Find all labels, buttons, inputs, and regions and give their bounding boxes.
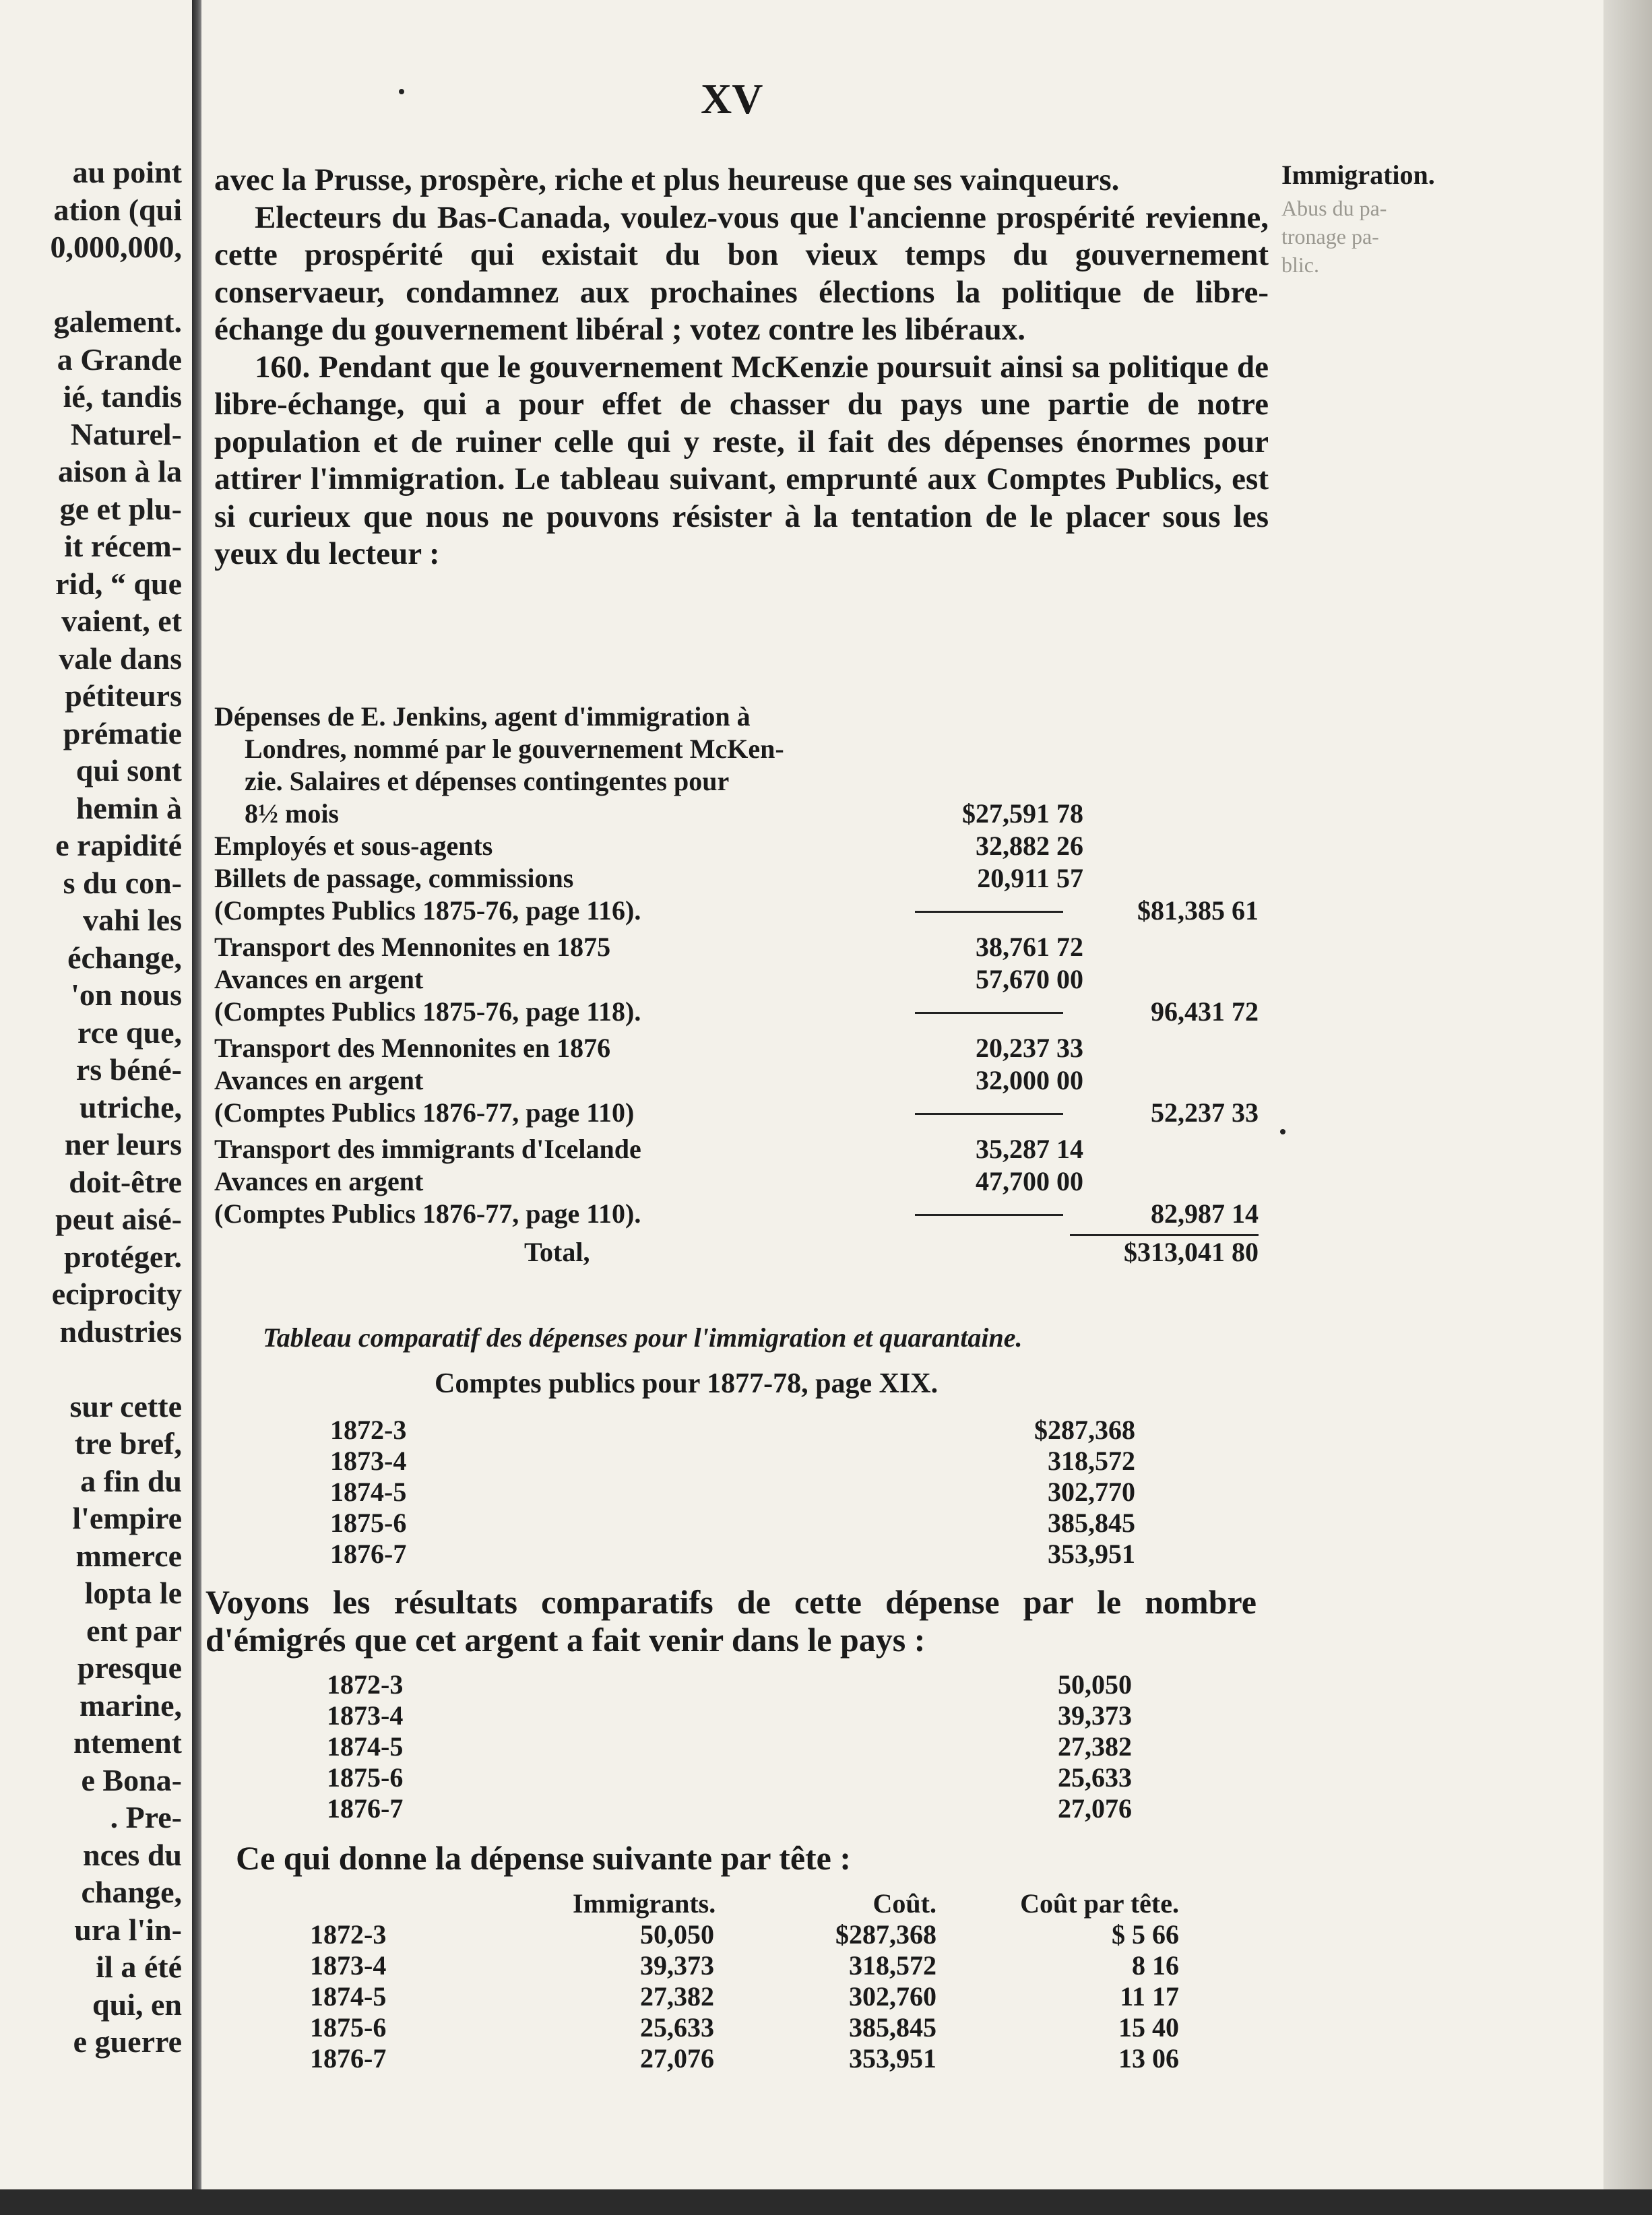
ledger-description: (Comptes Publics 1875-76, page 118). [214, 996, 641, 1027]
comparative-table-subtitle: Comptes publics pour 1877-78, page XIX. [435, 1368, 939, 1399]
left-column-line [0, 266, 182, 304]
per-head-cell: 13 06 [1118, 2043, 1179, 2074]
year-label: 1872-3 [330, 1415, 407, 1445]
subtotal-rule [915, 1113, 1063, 1115]
left-column-line: au point [72, 155, 182, 189]
left-column-line: a Grande [57, 342, 182, 377]
ledger-description: (Comptes Publics 1875-76, page 116). [214, 895, 641, 926]
per-head-row [310, 1981, 1186, 2012]
left-column-line: s du con- [63, 865, 182, 900]
left-column-line: lopta le [84, 1576, 182, 1610]
ledger-amount: 32,000 00 [976, 1065, 1083, 1095]
year-label: 1873-4 [330, 1446, 407, 1476]
ledger-description: Transport des Mennonites en 1876 [214, 1033, 611, 1063]
ledger-row [214, 996, 1259, 1028]
per-head-cell: $287,368 [835, 1919, 936, 1950]
immigrant-row [327, 1669, 1132, 1700]
year-value: 50,050 [1058, 1669, 1132, 1700]
left-column-line: qui, en [92, 1987, 182, 2022]
per-head-cell: 1873-4 [310, 1950, 387, 1981]
per-head-table [310, 1888, 1186, 2074]
subtotal-rule [915, 1214, 1063, 1216]
ledger-row [214, 931, 1259, 963]
per-head-row [310, 1950, 1186, 1981]
expense-row [330, 1539, 1135, 1570]
ledger-description: Avances en argent [214, 1166, 424, 1196]
left-column-line: rce que, [77, 1015, 182, 1050]
year-label: 1876-7 [330, 1539, 407, 1569]
year-label: 1874-5 [327, 1731, 404, 1762]
ledger-subtotal: $81,385 61 [1137, 895, 1259, 926]
left-column-line: e rapidité [55, 828, 182, 862]
ledger-row [214, 1032, 1259, 1064]
ledger-subtotal: 82,987 14 [1151, 1198, 1259, 1229]
results-paragraph: Voyons les résultats comparatifs de cette dépense par le nombre d'émigrés que cet argent a fait venir dans le pays : [205, 1583, 1257, 1659]
expense-row [330, 1446, 1135, 1477]
total-label: Total, [524, 1237, 590, 1267]
left-column-line: aison à la [57, 454, 182, 488]
ledger-description: 8½ mois [245, 798, 339, 829]
left-column-line: peut aisé- [55, 1202, 182, 1236]
per-head-cell: 27,382 [640, 1981, 714, 2012]
year-label: 1876-7 [327, 1793, 404, 1824]
ledger-row [214, 862, 1259, 895]
left-column-line: vahi les [83, 903, 182, 937]
left-column-line: mmerce [75, 1538, 182, 1573]
year-value: 302,770 [1048, 1477, 1135, 1507]
ledger-description: Avances en argent [214, 1065, 424, 1095]
year-value: $287,368 [1034, 1415, 1135, 1445]
year-label: 1874-5 [330, 1477, 407, 1507]
page-number: XV [701, 75, 763, 123]
per-head-cell: 15 40 [1118, 2012, 1179, 2043]
year-value: 39,373 [1058, 1700, 1132, 1731]
subtotal-rule [915, 911, 1063, 913]
ledger-row [214, 1165, 1259, 1198]
ledger-row [214, 798, 1259, 830]
per-head-cell: 385,845 [849, 2012, 936, 2043]
per-head-cell: 353,951 [849, 2043, 936, 2074]
immigrant-row [327, 1762, 1132, 1793]
left-column-line: échange, [67, 940, 182, 975]
column-gutter [192, 0, 201, 2215]
ledger-row [214, 1097, 1259, 1129]
year-label: 1873-4 [327, 1700, 404, 1731]
left-column-line: ge et plu- [59, 491, 182, 526]
left-column-line: l'empire [72, 1501, 182, 1535]
ledger-amount: 57,670 00 [976, 964, 1083, 994]
left-column-line: tre bref, [74, 1426, 182, 1460]
left-column-line: il a été [96, 1950, 182, 1984]
year-value: 25,633 [1058, 1762, 1132, 1793]
ledger-amount: 20,911 57 [977, 863, 1083, 893]
page-edge-bottom [0, 2189, 1652, 2215]
ledger-description: Transport des Mennonites en 1875 [214, 932, 611, 962]
left-column-line: hemin à [75, 790, 182, 825]
expense-row [330, 1477, 1135, 1508]
per-head-cell: 50,050 [640, 1919, 714, 1950]
left-column-line: pétiteurs [65, 678, 182, 713]
column-header: Coût par tête. [1020, 1888, 1179, 1919]
year-label: 1875-6 [330, 1508, 407, 1538]
ledger-row [214, 895, 1259, 927]
left-column-line: sur cette [69, 1388, 182, 1423]
ledger-amount: 32,882 26 [976, 831, 1083, 861]
left-column-line: eciprocity [51, 1277, 182, 1311]
year-label: 1875-6 [327, 1762, 404, 1793]
ledger-amount: 20,237 33 [976, 1033, 1083, 1063]
left-column-fragments [0, 154, 182, 2061]
paragraph-160: 160. Pendant que le gouvernement McKenzie poursuit ainsi sa politique de libre-échange, qui a pour effet de chasser du pays une partie de notre population et de ruiner celle qui y reste, il fait des dépenses énormes pour attirer l'immigration. Le tableau suivant, emprunté aux Comptes Publics, est si curieux que nous ne pouvons résister à la tentation de le placer sous les yeux du lecteur : [214, 349, 1269, 571]
left-column-line: ndustries [59, 1314, 182, 1349]
margin-faint-note [1281, 194, 1387, 279]
ledger-row [214, 1198, 1259, 1230]
ledger-description: Employés et sous-agents [214, 831, 493, 861]
left-column-line: rs béné- [75, 1052, 182, 1087]
left-column-line: ntement [73, 1725, 182, 1760]
per-head-cell: 27,076 [640, 2043, 714, 2074]
left-column-line: . Pre- [110, 1800, 182, 1834]
year-value: 318,572 [1048, 1446, 1135, 1476]
immigrants-by-year-table [327, 1669, 1132, 1824]
ledger-amount: 38,761 72 [976, 932, 1083, 962]
per-head-intro: Ce qui donne la dépense suivante par tête : [236, 1839, 852, 1877]
ledger-amount: 35,287 14 [976, 1134, 1083, 1164]
per-head-cell: 1875-6 [310, 2012, 387, 2043]
left-column-line: change, [81, 1875, 182, 1909]
left-column-line: e guerre [73, 2024, 182, 2059]
margin-note-line: Abus du pa- [1281, 196, 1387, 220]
ledger-row [214, 1064, 1259, 1097]
per-head-cell: 302,760 [849, 1981, 936, 2012]
main-text [214, 162, 1269, 573]
year-value: 27,076 [1058, 1793, 1132, 1824]
year-value: 353,951 [1048, 1539, 1135, 1569]
per-head-cell: 11 17 [1120, 1981, 1179, 2012]
ink-speck [1280, 1129, 1285, 1134]
year-value: 27,382 [1058, 1731, 1132, 1762]
ledger-total-row [214, 1236, 1259, 1269]
ledger-subtotal: 52,237 33 [1151, 1097, 1259, 1128]
per-head-row [310, 2043, 1186, 2074]
left-column-line: prématie [63, 715, 182, 750]
left-column-line: marine, [79, 1688, 182, 1723]
ledger-row [214, 733, 1259, 765]
left-column-line: a fin du [80, 1463, 182, 1498]
left-column-line: vaient, et [61, 604, 182, 638]
left-column-line: ent par [86, 1613, 182, 1648]
expenses-by-year-table [330, 1415, 1135, 1570]
paragraph-voters: Electeurs du Bas-Canada, voulez-vous que l'ancienne prospérité revienne, cette prospérité qui existait du bon vieux temps du gouvernement conservaeur, condamnez aux prochaines élections la politique de libre-échange du gouvernement libéral ; votez contre les libéraux. [214, 199, 1269, 347]
left-column-line: Naturel- [70, 416, 182, 451]
left-column-line: qui sont [75, 753, 182, 788]
left-column-line [0, 1350, 182, 1388]
per-head-cell: 8 16 [1132, 1950, 1179, 1981]
left-column-line: ation (qui [53, 192, 182, 227]
opening-paragraph: avec la Prusse, prospère, riche et plus heureuse que ses vainqueurs. [214, 162, 1120, 197]
expense-ledger [214, 701, 1259, 1269]
ink-speck [399, 89, 404, 94]
ledger-description: Billets de passage, commissions [214, 863, 574, 893]
total-value: $313,041 80 [1124, 1237, 1259, 1267]
ledger-row [214, 1133, 1259, 1165]
per-head-cell: 39,373 [640, 1950, 714, 1981]
per-head-cell: $ 5 66 [1112, 1919, 1179, 1950]
comparative-table-title: Tableau comparatif des dépenses pour l'immigration et quarantaine. [263, 1322, 1023, 1353]
left-column-line: ner leurs [64, 1127, 182, 1161]
per-head-header [310, 1888, 1186, 1919]
left-column-line: ura l'in- [74, 1912, 182, 1947]
ledger-subtotal: 96,431 72 [1151, 996, 1259, 1027]
column-header: Immigrants. [573, 1888, 716, 1919]
ledger-description: (Comptes Publics 1876-77, page 110). [214, 1198, 641, 1229]
per-head-cell: 318,572 [849, 1950, 936, 1981]
expense-row [330, 1415, 1135, 1446]
ledger-description: Transport des immigrants d'Icelande [214, 1134, 641, 1164]
per-head-cell: 1872-3 [310, 1919, 387, 1950]
subtotal-rule [915, 1012, 1063, 1014]
ledger-description: Avances en argent [214, 964, 424, 994]
left-column-line: 'on nous [71, 977, 182, 1012]
left-column-line: utriche, [79, 1089, 182, 1124]
ledger-row [214, 830, 1259, 862]
margin-heading-immigration: Immigration. [1281, 160, 1435, 190]
left-column-line: nces du [83, 1837, 182, 1872]
left-column-line: it récem- [64, 529, 182, 563]
ledger-amount: 47,700 00 [976, 1166, 1083, 1196]
immigrant-row [327, 1793, 1132, 1824]
expense-row [330, 1508, 1135, 1539]
year-value: 385,845 [1048, 1508, 1135, 1538]
ledger-description: Londres, nommé par le gouvernement McKen- [245, 734, 784, 764]
per-head-cell: 1876-7 [310, 2043, 387, 2074]
immigrant-row [327, 1700, 1132, 1731]
ledger-description: zie. Salaires et dépenses contingentes pour [245, 766, 730, 796]
per-head-row [310, 2012, 1186, 2043]
ledger-row [214, 765, 1259, 798]
column-header: Coût. [872, 1888, 936, 1919]
left-column-line: e Bona- [81, 1762, 182, 1797]
left-column-line: doit-être [69, 1164, 182, 1199]
left-column-line: protéger. [63, 1239, 182, 1274]
ledger-description: Dépenses de E. Jenkins, agent d'immigration à [214, 701, 751, 732]
page-edge-right [1603, 0, 1652, 2215]
left-column-line: 0,000,000, [50, 230, 182, 264]
ledger-row [214, 701, 1259, 733]
left-column-line: vale dans [59, 641, 182, 676]
left-column-line: galement. [53, 304, 182, 339]
left-column-line: rid, “ que [55, 566, 182, 601]
per-head-row [310, 1919, 1186, 1950]
margin-note-line: blic. [1281, 253, 1319, 277]
left-column-line: ié, tandis [63, 379, 182, 414]
left-column-line: presque [77, 1650, 182, 1685]
immigrant-row [327, 1731, 1132, 1762]
year-label: 1872-3 [327, 1669, 404, 1700]
per-head-cell: 25,633 [640, 2012, 714, 2043]
ledger-description: (Comptes Publics 1876-77, page 110) [214, 1097, 635, 1128]
per-head-cell: 1874-5 [310, 1981, 387, 2012]
ledger-amount: $27,591 78 [962, 798, 1083, 829]
margin-note-line: tronage pa- [1281, 224, 1379, 249]
ledger-row [214, 963, 1259, 996]
